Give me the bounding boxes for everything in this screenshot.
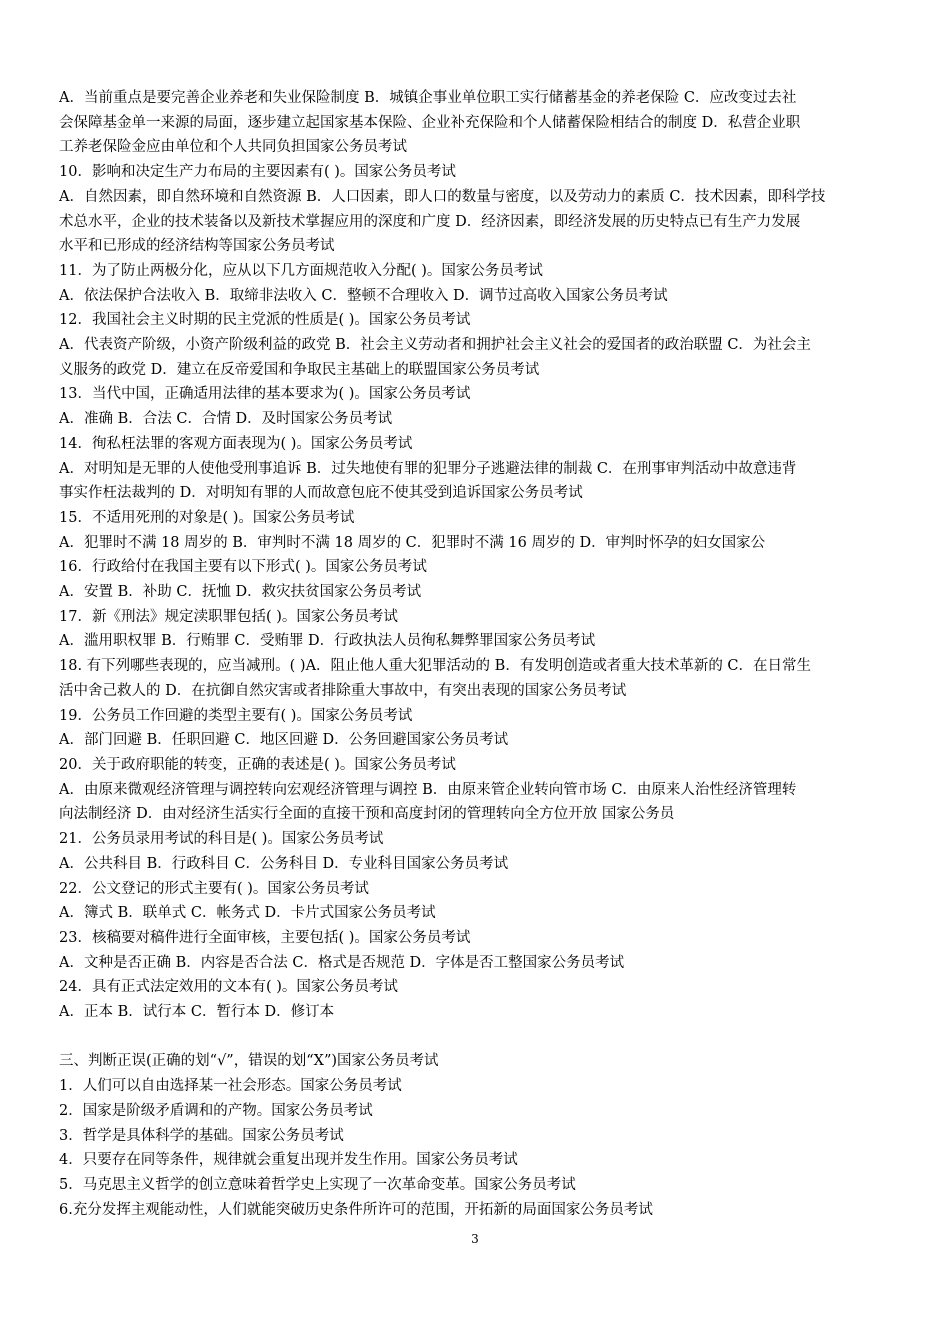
text-line: 15．不适用死刑的对象是( )。国家公务员考试 (59, 509, 355, 526)
text-line: 5．马克思主义哲学的创立意味着哲学史上实现了一次革命变革。国家公务员考试 (59, 1176, 576, 1193)
text-line: 事实作枉法裁判的 D．对明知有罪的人而故意包庇不使其受到追诉国家公务员考试 (59, 485, 583, 502)
text-line: 10．影响和决定生产力布局的主要因素有( )。国家公务员考试 (59, 164, 456, 181)
text-line: 12．我国社会主义时期的民主党派的性质是( )。国家公务员考试 (59, 312, 471, 329)
text-lines (59, 86, 895, 1222)
text-line: 2．国家是阶级矛盾调和的产物。国家公务员考试 (59, 1102, 373, 1119)
text-line: 22．公文登记的形式主要有( )。国家公务员考试 (59, 880, 369, 897)
text-line: A．当前重点是要完善企业养老和失业保险制度 B．城镇企事业单位职工实行储蓄基金的养老保险 C．应改变过去社 (59, 90, 797, 106)
text-line: A．部门回避 B．任职回避 C．地区回避 D．公务回避国家公务员考试 (59, 732, 509, 749)
text-line: A．代表资产阶级，小资产阶级利益的政党 B．社会主义劳动者和拥护社会主义社会的爱国者的政治联盟 C．为社会主 (59, 337, 811, 354)
text-line: 20．关于政府职能的转变，正确的表述是( )。国家公务员考试 (59, 756, 456, 773)
text-line: A．依法保护合法收入 B．取缔非法收入 C．整顿不合理收入 D．调节过高收入国家公务员考试 (59, 287, 668, 304)
text-line: 会保障基金单一来源的局面，逐步建立起国家基本保险、企业补充保险和个人储蓄保险相结合的制度 D．私营企业职 (59, 114, 801, 131)
text-line: A．自然因素，即自然环境和自然资源 B．人口因素，即人口的数量与密度，以及劳动力的素质 C．技术因素，即科学技 (59, 188, 826, 205)
text-line: 术总水平，企业的技术装备以及新技术掌握应用的深度和广度 D．经济因素，即经济发展的历史特点已有生产力发展 (59, 213, 801, 230)
text-line: 13．当代中国，正确适用法律的基本要求为( )。国家公务员考试 (59, 386, 471, 403)
text-line: 6.充分发挥主观能动性，人们就能突破历史条件所许可的范围，开拓新的局面国家公务员考试 (59, 1201, 653, 1218)
text-line: A．簿式 B．联单式 C．帐务式 D．卡片式国家公务员考试 (59, 905, 436, 922)
text-line: 18. 有下列哪些表现的，应当减刑。( )A．阻止他人重大犯罪活动的 B．有发明创造或者重大技术革新的 C．在日常生 (59, 658, 812, 675)
text-line: A．对明知是无罪的人使他受刑事追诉 B．过失地使有罪的犯罪分子逃避法律的制裁 C．在刑事审判活动中故意违背 (59, 460, 797, 477)
text-line: A．正本 B．试行本 C．暂行本 D．修订本 (59, 1004, 335, 1021)
text-line: A．公共科目 B．行政科目 C．公务科目 D．专业科目国家公务员考试 (59, 855, 509, 872)
text-line: A．安置 B．补助 C．抚恤 D．救灾扶贫国家公务员考试 (59, 584, 422, 601)
text-line: A．由原来微观经济管理与调控转向宏观经济管理与调控 B．由原来管企业转向管市场 C．由原来人治性经济管理转 (59, 781, 797, 798)
text-line: 19．公务员工作回避的类型主要有( )。国家公务员考试 (59, 707, 413, 724)
text-line: 11．为了防止两极分化，应从以下几方面规范收入分配( )。国家公务员考试 (59, 262, 543, 279)
text-line: 向法制经济 D．由对经济生活实行全面的直接干预和高度封闭的管理转向全方位开放 国家公务员 (59, 806, 675, 823)
text-line: 24．具有正式法定效用的文本有( )。国家公务员考试 (59, 979, 398, 996)
text-line: 水平和已形成的经济结构等国家公务员考试 (59, 238, 335, 255)
text-line: 21．公务员录用考试的科目是( )。国家公务员考试 (59, 831, 384, 848)
text-line: 工养老保险金应由单位和个人共同负担国家公务员考试 (59, 139, 407, 156)
text-line: 三、判断正误(正确的划“√”，错误的划“X”)国家公务员考试 (59, 1053, 439, 1070)
text-line: A．犯罪时不满 18 周岁的 B．审判时不满 18 周岁的 C．犯罪时不满 16 周岁的 D．审判时怀孕的妇女国家公 (59, 534, 766, 551)
text-line: A．滥用职权罪 B．行贿罪 C．受贿罪 D．行政执法人员徇私舞弊罪国家公务员考试 (59, 633, 596, 650)
page-number: 3 (471, 1232, 479, 1246)
text-line: 4．只要存在同等条件，规律就会重复出现并发生作用。国家公务员考试 (59, 1152, 518, 1169)
text-line: 23．核稿要对稿件进行全面审核，主要包括( )。国家公务员考试 (59, 929, 471, 946)
text-line: 1．人们可以自由选择某一社会形态。国家公务员考试 (59, 1078, 402, 1095)
text-line: 义服务的政党 D．建立在反帝爱国和争取民主基础上的联盟国家公务员考试 (59, 361, 540, 378)
text-line: 14．徇私枉法罪的客观方面表现为( )。国家公务员考试 (59, 435, 413, 452)
text-line: 活中舍己救人的 D．在抗御自然灾害或者排除重大事故中，有突出表现的国家公务员考试 (59, 682, 627, 699)
document-body (59, 86, 895, 1222)
text-line: 17．新《刑法》规定渎职罪包括( )。国家公务员考试 (59, 608, 398, 625)
text-line: A．文种是否正确 B．内容是否合法 C．格式是否规范 D．字体是否工整国家公务员考试 (59, 954, 625, 971)
blank-line (59, 1025, 895, 1050)
text-line: 3．哲学是具体科学的基础。国家公务员考试 (59, 1127, 344, 1144)
text-line: A．准确 B．合法 C．合情 D．及时国家公务员考试 (59, 411, 393, 428)
text-line: 16．行政给付在我国主要有以下形式( )。国家公务员考试 (59, 559, 427, 576)
